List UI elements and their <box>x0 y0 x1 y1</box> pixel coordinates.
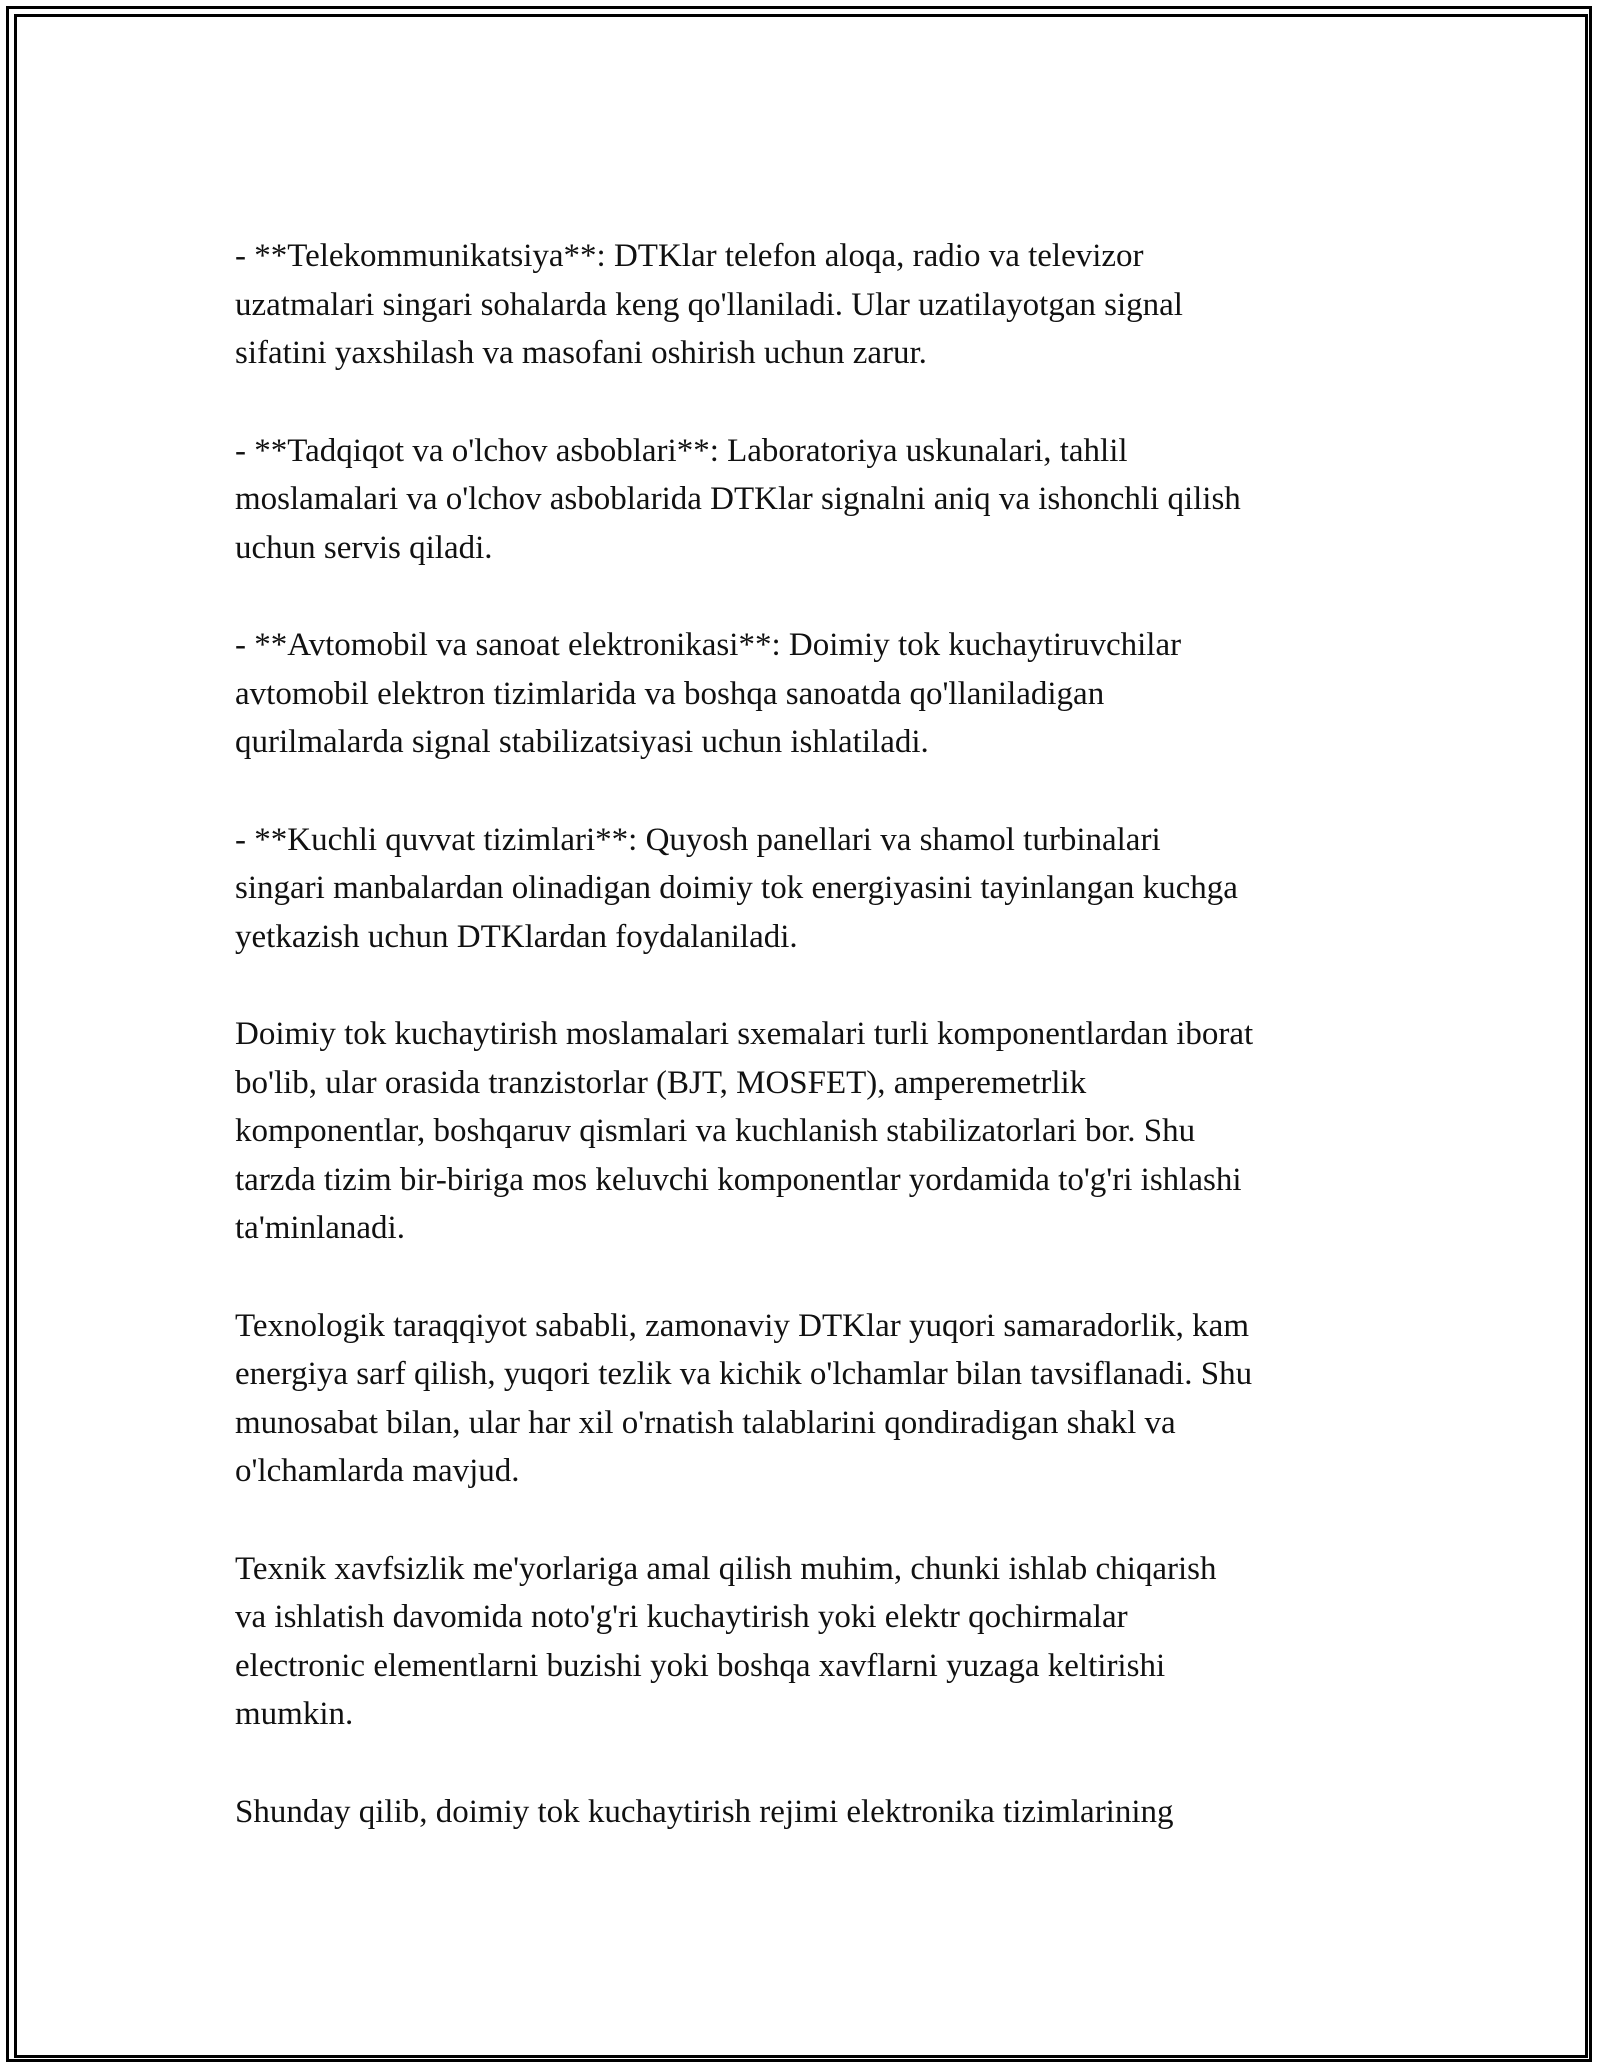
text-line: singari manbalardan olinadigan doimiy tok energiyasini tayinlangan kuchga <box>235 870 1238 906</box>
text-line: komponentlar, boshqaruv qismlari va kuchlanish stabilizatorlari bor. Shu <box>235 1113 1196 1149</box>
paragraph-texnik-xavfsizlik <box>235 1545 1385 1739</box>
text-line: Texnologik taraqqiyot sababli, zamonaviy DTKlar yuqori samaradorlik, kam <box>235 1307 1249 1344</box>
text-line: energiya sarf qilish, yuqori tezlik va kichik o'lchamlar bilan tavsiflanadi. Shu <box>235 1356 1253 1392</box>
text-line: avtomobil elektron tizimlarida va boshqa sanoatda qo'llaniladigan <box>235 675 1105 712</box>
text-line: va ishlatish davomida noto'g'ri kuchaytirish yoki elektr qochirmalar <box>235 1599 1128 1635</box>
text-line: munosabat bilan, ular har xil o'rnatish talablarini qondiradigan shakl va <box>235 1404 1176 1441</box>
text-line: tarzda tizim bir-biriga mos keluvchi komponentlar yordamida to'g'ri ishlashi <box>235 1161 1242 1198</box>
text-line: uzatmalari singari sohalarda keng qo'llaniladi. Ular uzatilayotgan signal <box>235 286 1183 323</box>
text-line: Doimiy tok kuchaytirish moslamalari sxemalari turli komponentlardan iborat <box>235 1016 1254 1052</box>
paragraph-sxemalar <box>235 1010 1385 1253</box>
document-body <box>235 232 1385 1885</box>
text-line: - **Avtomobil va sanoat elektronikasi**: Doimiy tok kuchaytiruvchilar <box>235 627 1182 663</box>
text-line: mumkin. <box>235 1696 354 1732</box>
text-line: Texnik xavfsizlik me'yorlariga amal qilish muhim, chunki ishlab chiqarish <box>235 1550 1217 1587</box>
paragraph-avtomobil <box>235 621 1385 767</box>
text-line: yetkazish uchun DTKlardan foydalaniladi. <box>235 918 798 955</box>
paragraph-kuchli-quvvat <box>235 816 1385 962</box>
paragraph-shunday-qilib <box>235 1788 1385 1837</box>
text-line: sifatini yaxshilash va masofani oshirish uchun zarur. <box>235 335 927 371</box>
text-line: ta'minlanadi. <box>235 1210 405 1246</box>
text-line: uchun servis qiladi. <box>235 529 493 566</box>
text-line: moslamalari va o'lchov asboblarida DTKlar signalni aniq va ishonchli qilish <box>235 481 1241 517</box>
text-line: bo'lib, ular orasida tranzistorlar (BJT, MOSFET), amperemetrlik <box>235 1064 1087 1101</box>
text-line: - **Kuchli quvvat tizimlari**: Quyosh panellari va shamol turbinalari <box>235 821 1161 858</box>
text-line: o'lchamlarda mavjud. <box>235 1453 520 1489</box>
paragraph-texnologik <box>235 1302 1385 1496</box>
paragraph-telekommunikatsiya <box>235 232 1385 378</box>
text-line: Shunday qilib, doimiy tok kuchaytirish rejimi elektronika tizimlarining <box>235 1793 1174 1830</box>
text-line: qurilmalarda signal stabilizatsiyasi uchun ishlatiladi. <box>235 724 929 760</box>
text-line: - **Telekommunikatsiya**: DTKlar telefon aloqa, radio va televizor <box>235 238 1144 274</box>
text-line: electronic elementlarni buzishi yoki boshqa xavflarni yuzaga keltirishi <box>235 1647 1166 1684</box>
paragraph-tadqiqot <box>235 427 1385 573</box>
text-line: - **Tadqiqot va o'lchov asboblari**: Laboratoriya uskunalari, tahlil <box>235 432 1128 469</box>
